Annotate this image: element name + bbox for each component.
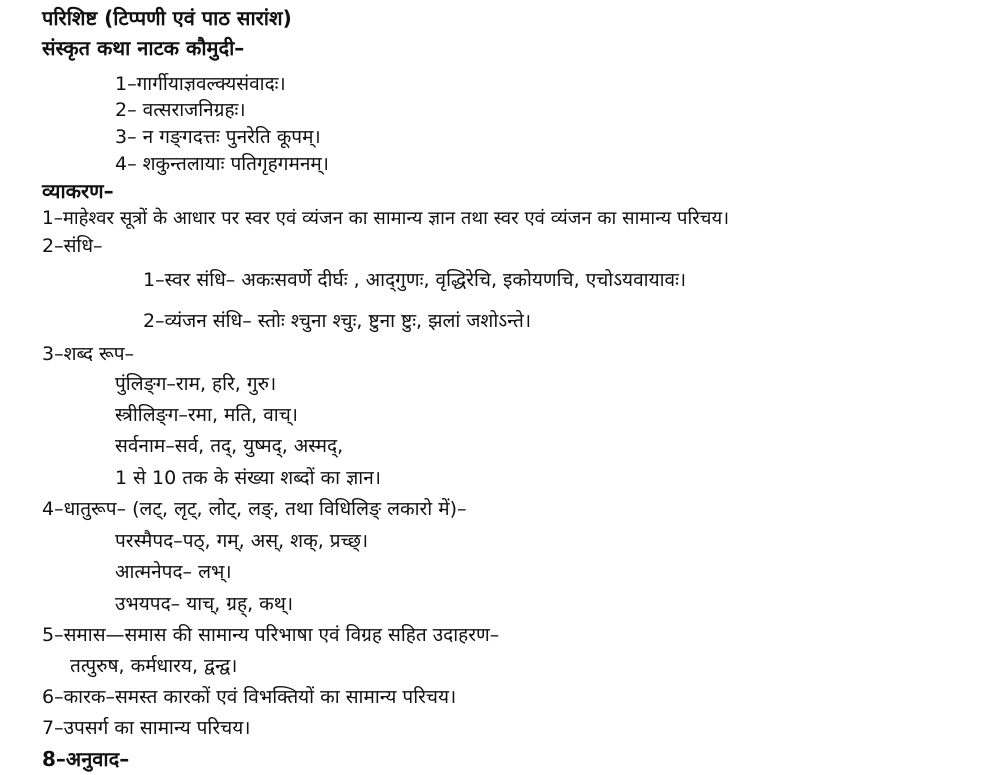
samas-detail: तत्पुरुष, कर्मधारय, द्वन्द्व। [70, 655, 238, 677]
dhaturoop-title: 4–धातुरूप– (लट्, लृट्, लोट्, लङ्, तथा विधिलिङ् लकारो में)– [42, 498, 467, 520]
list-item: 2– वत्सराजनिग्रहः। [115, 99, 246, 121]
list-item: सर्वनाम–सर्व, तद्, युष्मद्, अस्मद्, [115, 435, 344, 457]
karak-line: 6–कारक–समस्त कारकों एवं विभक्तियों का सामान्य परिचय। [42, 686, 457, 708]
list-item: आत्मनेपद– लभ्। [115, 561, 232, 583]
list-item: 1–स्वर संधि– अकःसवर्णे दीर्घः , आद्‌गुणः, वृद्धिरेचि, इकोयणचि, एचोऽयवायावः। [143, 269, 687, 291]
document-heading: परिशिष्ट (टिप्पणी एवं पाठ सारांश) [42, 6, 292, 30]
section-title-katha: संस्कृत कथा नाटक कौमुदी– [42, 36, 245, 60]
list-item: 1 से 10 तक के संख्या शब्दों का ज्ञान। [115, 467, 381, 489]
list-item: स्त्रीलिङ्‌ग–रमा, मति, वाच्। [115, 404, 298, 426]
samas-title: 5–समास—समास की सामान्य परिभाषा एवं विग्रह सहित उदाहरण– [42, 624, 500, 646]
list-item: परस्मैपद–पठ्, गम्, अस्, शक्, प्रच्छ्। [115, 530, 369, 552]
sandhi-title: 2–संधि– [42, 235, 103, 257]
shabd-roop-title: 3–शब्द रूप– [42, 343, 135, 365]
list-item: 1–माहेश्वर सूत्रों के आधार पर स्वर एवं व्यंजन का सामान्य ज्ञान तथा स्वर एवं व्यंजन का सामान्य परिचय। [42, 208, 730, 229]
anuvad-title: 8–अनुवाद– [42, 747, 130, 771]
section-title-vyakaran: व्याकरण– [42, 179, 114, 203]
list-item: 1–गार्गीयाज्ञवल्क्यसंवादः। [115, 73, 286, 95]
upsarg-line: 7–उपसर्ग का सामान्य परिचय। [42, 717, 251, 739]
list-item: 3– न गङ्‌गदत्तः पुनरेति कूपम्। [115, 126, 321, 148]
list-item: पुंलिङ्‌ग–राम, हरि, गुरु। [115, 373, 277, 395]
list-item: 2–व्यंजन संधि– स्तोः श्चुना श्चुः, ष्टुना ष्टुः, झलां जशोऽन्ते। [143, 310, 532, 332]
list-item: उभयपद– याच्, ग्रह्, कथ्। [115, 593, 294, 615]
list-item: 4– शकुन्तलायाः पतिगृहगमनम्। [115, 153, 329, 175]
